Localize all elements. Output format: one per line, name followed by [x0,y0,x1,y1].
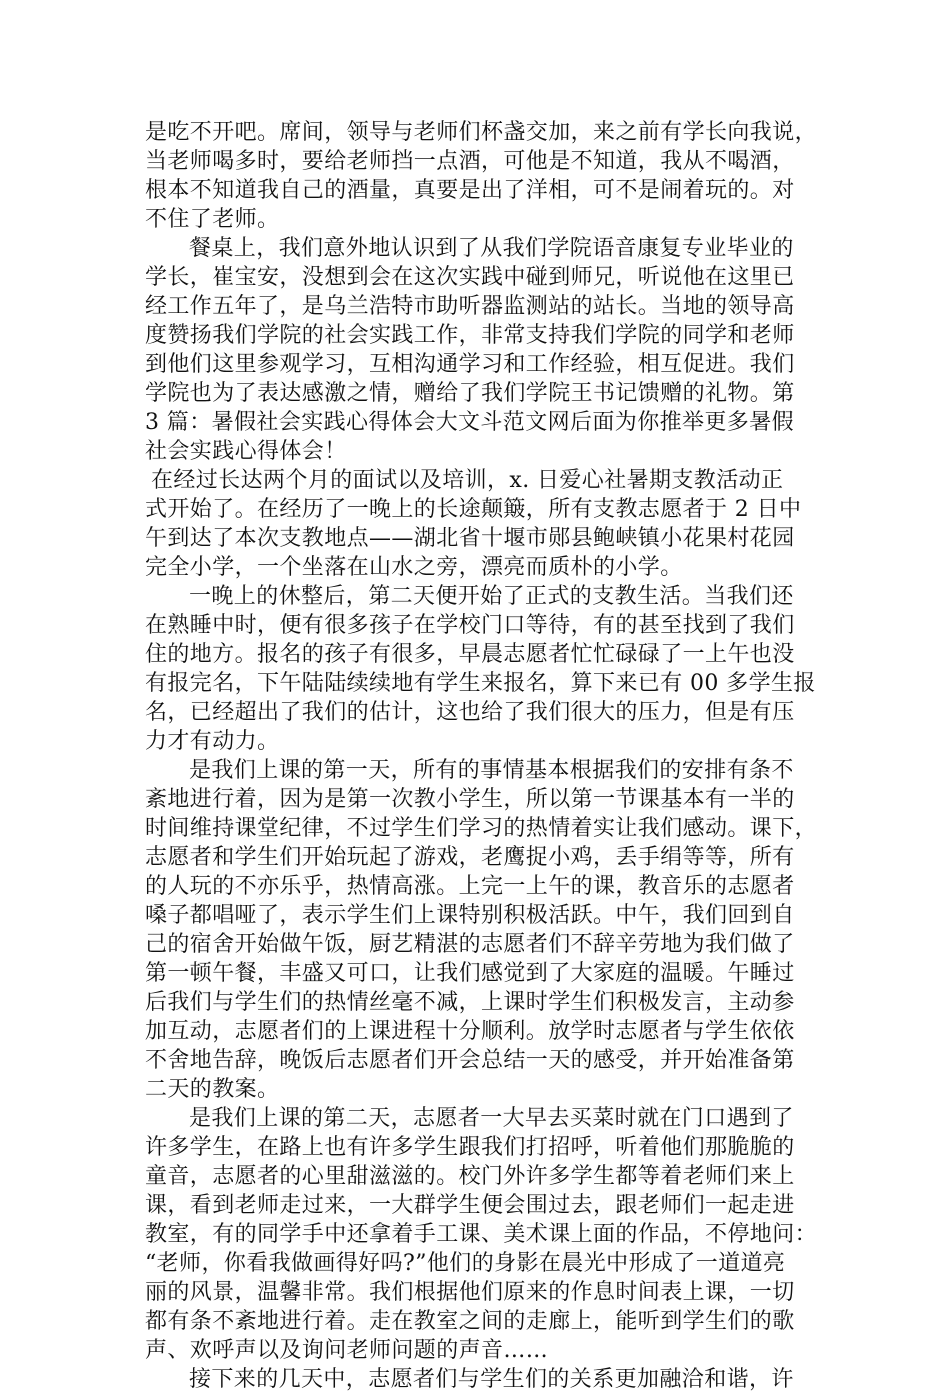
text-line: “老师，你看我做画得好吗?”他们的身影在晨光中形成了一道道亮 [145,1251,786,1276]
text-line: 在熟睡中时，便有很多孩子在学校门口等待，有的甚至找到了我们 [145,613,795,638]
paragraph-start-line: 在经过长达两个月的面试以及培训，x. 日爱心社暑期支教活动正 [151,468,784,493]
paragraph-start-line: 一晚上的休整后，第二天便开始了正式的支教生活。当我们还 [189,584,794,609]
text-line: 紊地进行着，因为是第一次教小学生，所以第一节课基本有一半的 [145,787,795,812]
text-line: 嗓子都唱哑了，表示学生们上课特别积极活跃。中午，我们回到自 [145,903,795,928]
text-line: 当老师喝多时，要给老师挡一点酒，可他是不知道，我从不喝酒， [145,149,795,174]
text-line: 有报完名，下午陆陆续续地有学生来报名，算下来已有 00 多学生报 [145,671,816,696]
text-line: 社会实践心得体会！ [145,439,347,464]
text-line: 丽的风景，温馨非常。我们根据他们原来的作息时间表上课，一切 [145,1280,795,1305]
text-line: 第一顿午餐，丰盛又可口，让我们感觉到了大家庭的温暖。午睡过 [145,961,795,986]
text-line: 课，看到老师走过来，一大群学生便会围过去，跟老师们一起走进 [145,1193,795,1218]
text-line: 教室，有的同学手中还拿着手工课、美术课上面的作品，不停地问： [145,1222,818,1247]
text-line: 不住了老师。 [145,207,280,232]
text-line: 都有条不紊地进行着。走在教室之间的走廊上，能听到学生们的歌 [145,1309,795,1334]
text-line: 名，已经超出了我们的估计，这也给了我们很大的压力，但是有压 [145,700,795,725]
paragraph-start-line: 是我们上课的第二天，志愿者一大早去买菜时就在门口遇到了 [189,1106,794,1131]
text-line: 度赞扬我们学院的社会实践工作，非常支持我们学院的同学和老师 [145,323,795,348]
text-line: 后我们与学生们的热情丝毫不减，上课时学生们积极发言，主动参 [145,990,795,1015]
text-line: 3 篇：暑假社会实践心得体会大文斗范文网后面为你推举更多暑假 [145,410,794,435]
text-line: 是吃不开吧。席间，领导与老师们杯盏交加，来之前有学长向我说， [145,120,818,145]
text-line: 完全小学，一个坐落在山水之旁，漂亮而质朴的小学。 [145,555,683,580]
text-line: 到他们这里参观学习，互相沟通学习和工作经验，相互促进。我们 [145,352,795,377]
document-body [145,118,818,1394]
text-line: 童音，志愿者的心里甜滋滋的。校门外许多学生都等着老师们来上 [145,1164,795,1189]
text-line: 声、欢呼声以及询问老师问题的声音…… [145,1338,549,1363]
text-line: 住的地方。报名的孩子有很多，早晨志愿者忙忙碌碌了一上午也没 [145,642,795,667]
text-line: 经工作五年了，是乌兰浩特市助听器监测站的站长。当地的领导高 [145,294,795,319]
text-line: 学长，崔宝安，没想到会在这次实践中碰到师兄，听说他在这里已 [145,265,795,290]
text-line: 根本不知道我自己的酒量，真要是出了洋相，可不是闹着玩的。对 [145,178,795,203]
text-line: 学院也为了表达感激之情，赠给了我们学院王书记馈赠的礼物。第 [145,381,795,406]
text-line: 许多学生，在路上也有许多学生跟我们打招呼，听着他们那脆脆的 [145,1135,795,1160]
text-line: 式开始了。在经历了一晚上的长途颠簸，所有支教志愿者于 2 日中 [145,497,802,522]
text-line: 不舍地告辞，晚饭后志愿者们开会总结一天的感受，并开始准备第 [145,1048,795,1073]
text-line: 志愿者和学生们开始玩起了游戏，老鹰捉小鸡，丢手绢等等，所有 [145,845,795,870]
paragraph-start-line: 餐桌上，我们意外地认识到了从我们学院语音康复专业毕业的 [189,236,794,261]
text-line: 己的宿舍开始做午饭，厨艺精湛的志愿者们不辞辛劳地为我们做了 [145,932,795,957]
paragraph-start-line: 是我们上课的第一天，所有的事情基本根据我们的安排有条不 [189,758,794,783]
text-line: 加互动，志愿者们的上课进程十分顺利。放学时志愿者与学生依依 [145,1019,795,1044]
text-line: 时间维持课堂纪律，不过学生们学习的热情着实让我们感动。课下， [145,816,818,841]
paragraph-start-line: 接下来的几天中，志愿者们与学生们的关系更加融洽和谐，许 [189,1367,794,1392]
text-line: 力才有动力。 [145,729,280,754]
text-line: 二天的教案。 [145,1077,280,1102]
text-line: 的人玩的不亦乐乎，热情高涨。上完一上午的课，教音乐的志愿者 [145,874,795,899]
text-line: 午到达了本次支教地点——湖北省十堰市郧县鲍峡镇小花果村花园 [145,526,795,551]
